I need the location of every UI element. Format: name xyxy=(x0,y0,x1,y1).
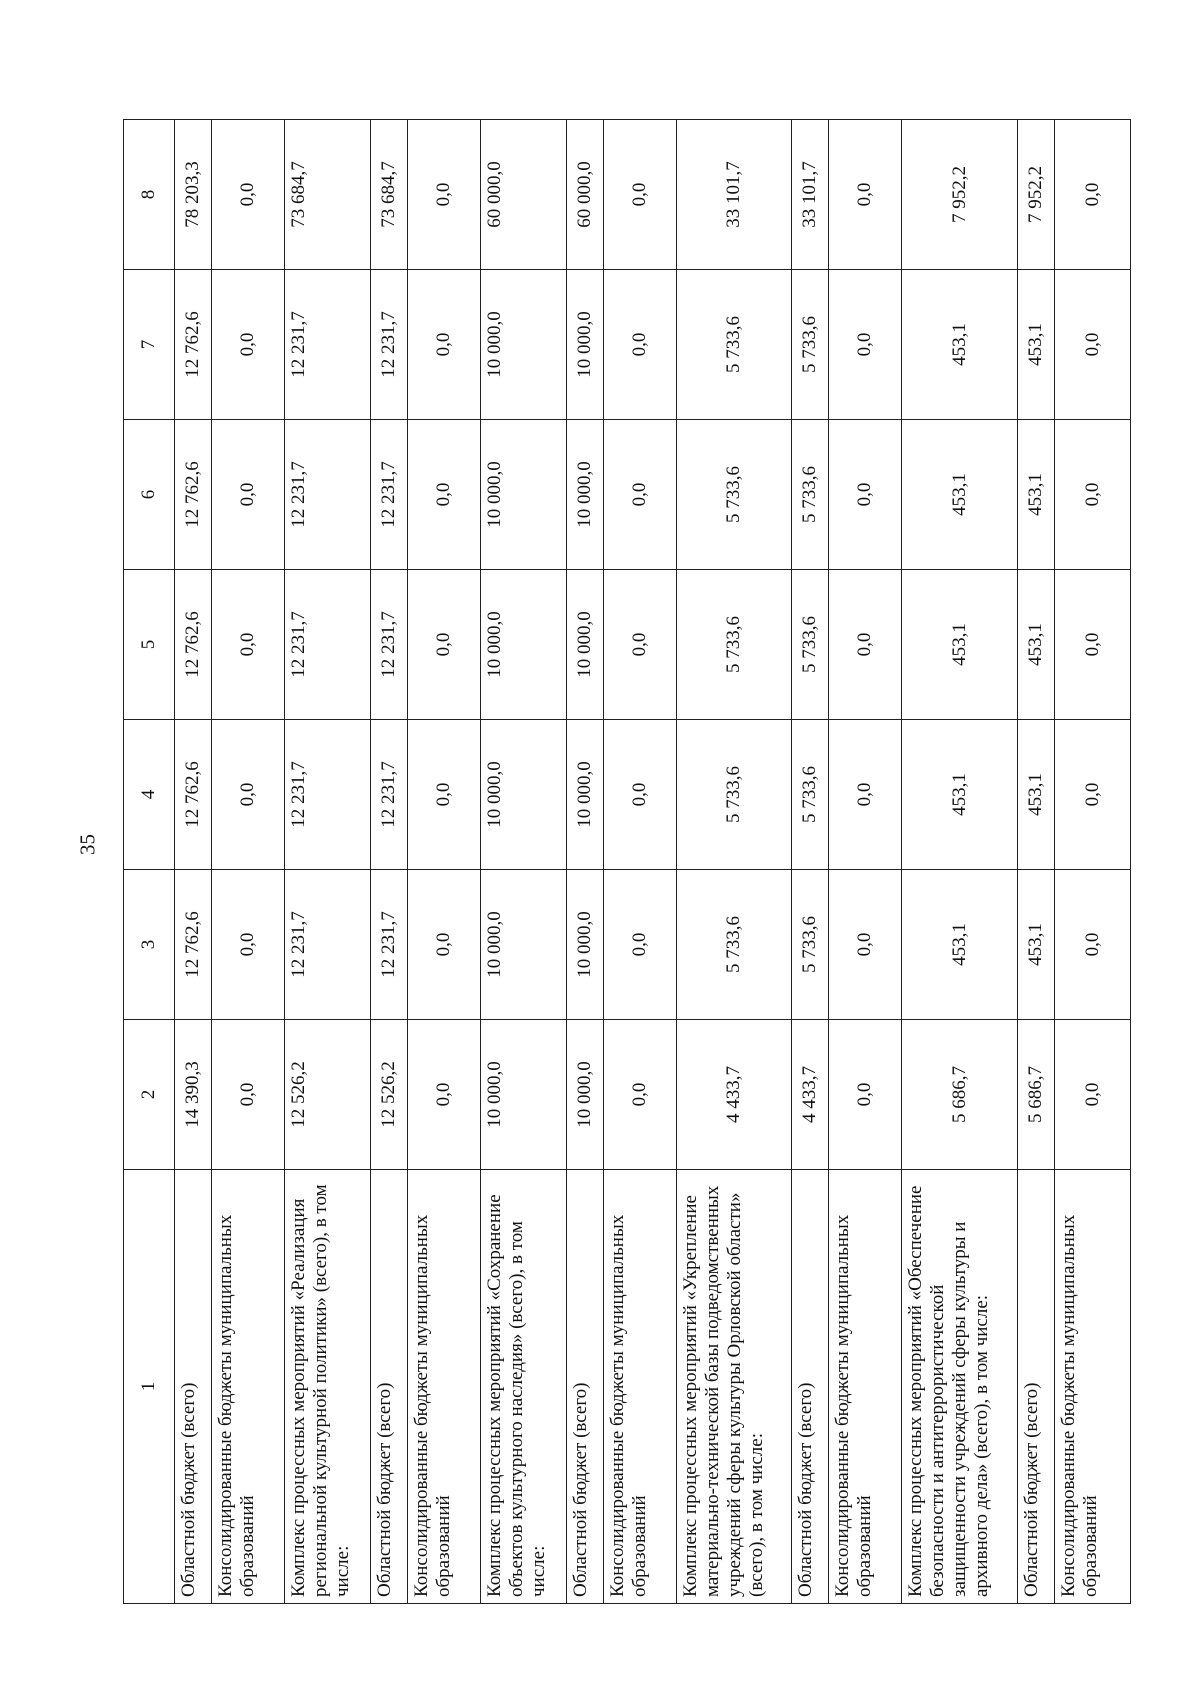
value-cell: 4 433,7 xyxy=(792,1020,829,1170)
value-cell: 60 000,0 xyxy=(481,120,567,270)
value-cell: 0,0 xyxy=(604,120,677,270)
table-row xyxy=(604,120,677,1604)
table-body xyxy=(175,120,1131,1604)
row-label: Консолидированные бюджеты муниципальных образований xyxy=(604,1170,677,1604)
page-number: 35 xyxy=(75,834,100,855)
value-cell: 0,0 xyxy=(604,570,677,720)
value-cell: 12 762,6 xyxy=(175,270,212,420)
value-cell: 7 952,2 xyxy=(1018,120,1055,270)
value-cell: 453,1 xyxy=(1018,870,1055,1020)
value-cell: 78 203,3 xyxy=(175,120,212,270)
value-cell: 5 733,6 xyxy=(792,570,829,720)
value-cell: 10 000,0 xyxy=(481,1020,567,1170)
value-cell: 0,0 xyxy=(829,120,902,270)
value-cell: 0,0 xyxy=(408,570,481,720)
value-cell: 0,0 xyxy=(212,270,285,420)
value-cell: 0,0 xyxy=(1055,120,1131,270)
value-cell: 0,0 xyxy=(604,270,677,420)
value-cell: 453,1 xyxy=(902,720,1018,870)
column-header: 3 xyxy=(124,870,175,1020)
value-cell: 5 733,6 xyxy=(792,720,829,870)
value-cell: 10 000,0 xyxy=(481,720,567,870)
value-cell: 5 733,6 xyxy=(677,420,792,570)
value-cell: 12 231,7 xyxy=(371,570,408,720)
value-cell: 7 952,2 xyxy=(902,120,1018,270)
column-header: 1 xyxy=(124,1170,175,1604)
value-cell: 5 733,6 xyxy=(677,870,792,1020)
value-cell: 0,0 xyxy=(408,1020,481,1170)
column-header: 7 xyxy=(124,270,175,420)
header-row xyxy=(124,120,175,1604)
value-cell: 0,0 xyxy=(408,720,481,870)
value-cell: 10 000,0 xyxy=(481,270,567,420)
value-cell: 0,0 xyxy=(829,270,902,420)
value-cell: 0,0 xyxy=(212,1020,285,1170)
value-cell: 0,0 xyxy=(408,270,481,420)
value-cell: 0,0 xyxy=(829,570,902,720)
value-cell: 60 000,0 xyxy=(567,120,604,270)
value-cell: 12 231,7 xyxy=(285,420,371,570)
value-cell: 453,1 xyxy=(902,570,1018,720)
table-row xyxy=(1055,120,1131,1604)
value-cell: 10 000,0 xyxy=(567,720,604,870)
table-row xyxy=(792,120,829,1604)
value-cell: 12 526,2 xyxy=(285,1020,371,1170)
value-cell: 0,0 xyxy=(1055,870,1131,1020)
value-cell: 12 231,7 xyxy=(285,270,371,420)
value-cell: 453,1 xyxy=(1018,420,1055,570)
column-header: 2 xyxy=(124,1020,175,1170)
table-row xyxy=(567,120,604,1604)
value-cell: 14 390,3 xyxy=(175,1020,212,1170)
value-cell: 0,0 xyxy=(408,870,481,1020)
value-cell: 10 000,0 xyxy=(567,270,604,420)
value-cell: 5 686,7 xyxy=(1018,1020,1055,1170)
value-cell: 0,0 xyxy=(212,420,285,570)
row-label: Комплекс процессных мероприятий «Укрепление материально-технической базы подведомственных учреждений сферы культуры Орловской области» (всего), в том числе: xyxy=(677,1170,792,1604)
row-label: Областной бюджет (всего) xyxy=(371,1170,408,1604)
row-label: Консолидированные бюджеты муниципальных образований xyxy=(408,1170,481,1604)
row-label: Комплекс процессных мероприятий «Реализация региональной культурной политики» (всего), в том числе: xyxy=(285,1170,371,1604)
value-cell: 0,0 xyxy=(212,720,285,870)
value-cell: 10 000,0 xyxy=(567,420,604,570)
value-cell: 0,0 xyxy=(212,870,285,1020)
value-cell: 10 000,0 xyxy=(481,420,567,570)
value-cell: 12 231,7 xyxy=(371,420,408,570)
value-cell: 5 733,6 xyxy=(677,270,792,420)
value-cell: 0,0 xyxy=(604,870,677,1020)
value-cell: 0,0 xyxy=(408,120,481,270)
value-cell: 10 000,0 xyxy=(567,1020,604,1170)
value-cell: 10 000,0 xyxy=(567,570,604,720)
table-row xyxy=(829,120,902,1604)
value-cell: 5 733,6 xyxy=(792,870,829,1020)
value-cell: 4 433,7 xyxy=(677,1020,792,1170)
value-cell: 33 101,7 xyxy=(677,120,792,270)
value-cell: 0,0 xyxy=(829,720,902,870)
table-row xyxy=(1018,120,1055,1604)
value-cell: 0,0 xyxy=(1055,570,1131,720)
value-cell: 5 733,6 xyxy=(677,720,792,870)
table-row xyxy=(408,120,481,1604)
value-cell: 0,0 xyxy=(604,1020,677,1170)
value-cell: 12 231,7 xyxy=(371,870,408,1020)
value-cell: 453,1 xyxy=(1018,720,1055,870)
value-cell: 0,0 xyxy=(1055,420,1131,570)
value-cell: 0,0 xyxy=(408,420,481,570)
value-cell: 73 684,7 xyxy=(371,120,408,270)
value-cell: 12 762,6 xyxy=(175,420,212,570)
table-row xyxy=(902,120,1018,1604)
value-cell: 12 231,7 xyxy=(371,720,408,870)
value-cell: 5 733,6 xyxy=(792,420,829,570)
value-cell: 12 762,6 xyxy=(175,570,212,720)
row-label: Областной бюджет (всего) xyxy=(1018,1170,1055,1604)
value-cell: 0,0 xyxy=(1055,270,1131,420)
column-header: 8 xyxy=(124,120,175,270)
value-cell: 12 231,7 xyxy=(285,720,371,870)
table-row xyxy=(212,120,285,1604)
row-label: Консолидированные бюджеты муниципальных образований xyxy=(1055,1170,1131,1604)
value-cell: 0,0 xyxy=(829,1020,902,1170)
value-cell: 12 231,7 xyxy=(285,570,371,720)
value-cell: 5 733,6 xyxy=(792,270,829,420)
table-row xyxy=(677,120,792,1604)
value-cell: 0,0 xyxy=(829,870,902,1020)
value-cell: 5 686,7 xyxy=(902,1020,1018,1170)
row-label: Консолидированные бюджеты муниципальных образований xyxy=(212,1170,285,1604)
budget-table xyxy=(123,119,1131,1604)
value-cell: 10 000,0 xyxy=(481,570,567,720)
row-label: Комплекс процессных мероприятий «Обеспечение безопасности и антитеррористической защищенности учреждений сферы культуры и архивного дела» (всего), в том числе: xyxy=(902,1170,1018,1604)
value-cell: 0,0 xyxy=(1055,720,1131,870)
value-cell: 0,0 xyxy=(829,420,902,570)
row-label: Областной бюджет (всего) xyxy=(175,1170,212,1604)
row-label: Комплекс процессных мероприятий «Сохранение объектов культурного наследия» (всего), в том числе: xyxy=(481,1170,567,1604)
table-row xyxy=(371,120,408,1604)
row-label: Областной бюджет (всего) xyxy=(567,1170,604,1604)
value-cell: 33 101,7 xyxy=(792,120,829,270)
value-cell: 10 000,0 xyxy=(567,870,604,1020)
column-header: 5 xyxy=(124,570,175,720)
value-cell: 453,1 xyxy=(1018,570,1055,720)
value-cell: 453,1 xyxy=(902,420,1018,570)
value-cell: 12 231,7 xyxy=(371,270,408,420)
value-cell: 12 762,6 xyxy=(175,870,212,1020)
budget-table-container xyxy=(123,120,1103,1604)
value-cell: 453,1 xyxy=(1018,270,1055,420)
value-cell: 453,1 xyxy=(902,270,1018,420)
table-row xyxy=(285,120,371,1604)
value-cell: 0,0 xyxy=(1055,1020,1131,1170)
value-cell: 0,0 xyxy=(212,570,285,720)
table-row xyxy=(175,120,212,1604)
value-cell: 0,0 xyxy=(212,120,285,270)
value-cell: 12 762,6 xyxy=(175,720,212,870)
table-row xyxy=(481,120,567,1604)
row-label: Областной бюджет (всего) xyxy=(792,1170,829,1604)
value-cell: 73 684,7 xyxy=(285,120,371,270)
value-cell: 453,1 xyxy=(902,870,1018,1020)
column-header: 6 xyxy=(124,420,175,570)
value-cell: 0,0 xyxy=(604,420,677,570)
value-cell: 0,0 xyxy=(604,720,677,870)
value-cell: 12 231,7 xyxy=(285,870,371,1020)
value-cell: 12 526,2 xyxy=(371,1020,408,1170)
column-header: 4 xyxy=(124,720,175,870)
value-cell: 10 000,0 xyxy=(481,870,567,1020)
row-label: Консолидированные бюджеты муниципальных образований xyxy=(829,1170,902,1604)
value-cell: 5 733,6 xyxy=(677,570,792,720)
